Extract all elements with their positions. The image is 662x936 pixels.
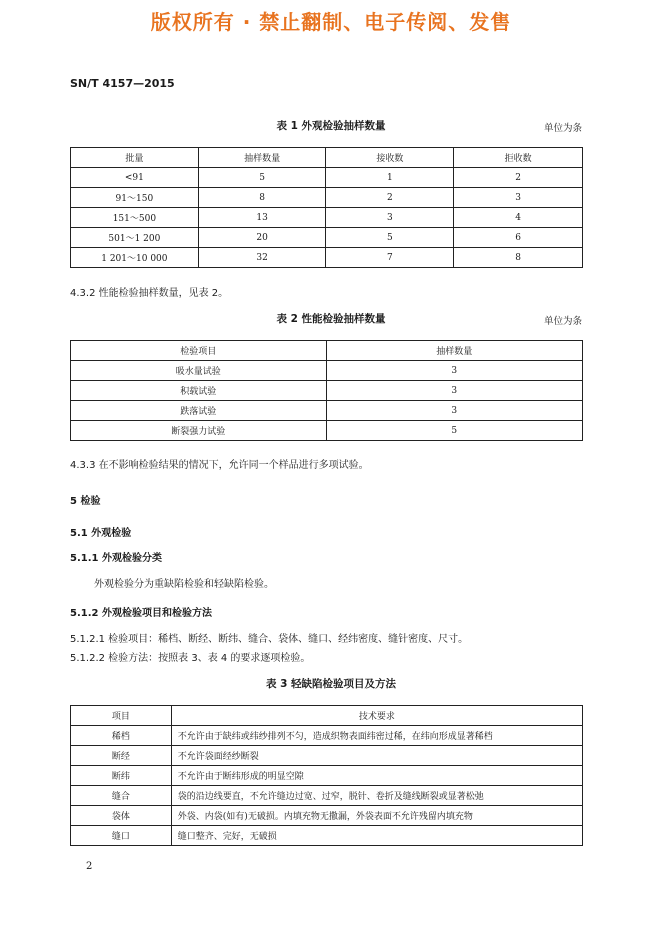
table-header-cell: 批量 [71, 148, 199, 168]
table-cell: 32 [198, 248, 326, 268]
table-header-row [71, 706, 583, 726]
table1-unit: 单位为条 [543, 123, 582, 134]
table-cell: <91 [71, 168, 199, 188]
table-cell: 5 [326, 228, 454, 248]
table-cell: 3 [326, 361, 583, 381]
table-cell: 不允许由于断纬形成的明显空隙 [171, 766, 582, 786]
table-cell: 7 [326, 248, 454, 268]
section-5-heading: 5 检验 [70, 496, 101, 507]
table-cell: 6 [454, 228, 583, 248]
table-cell: 4 [454, 208, 583, 228]
table-row [71, 746, 583, 766]
table-header-row [71, 148, 583, 168]
table-row [71, 806, 583, 826]
section-5-1-heading: 5.1 外观检验 [70, 528, 132, 539]
table-header-cell: 检验项目 [71, 341, 327, 361]
table3-caption: 表 3 轻缺陷检验项目及方法 [265, 678, 397, 690]
table3 [70, 705, 583, 846]
table2-unit: 单位为条 [543, 316, 582, 327]
table-cell: 5 [198, 168, 326, 188]
table-header-cell: 抽样数量 [326, 341, 583, 361]
table-row [71, 826, 583, 846]
table-cell: 外袋、内袋(如有)无破损。内填充物无撒漏，外袋表面不允许残留内填充物 [171, 806, 582, 826]
table-row [71, 208, 583, 228]
table-cell: 2 [454, 168, 583, 188]
table-header-row [71, 341, 583, 361]
table-row [71, 248, 583, 268]
page-number: 2 [86, 861, 93, 872]
table2 [70, 340, 583, 441]
clause-4-3-3: 4.3.3 在不影响检验结果的情况下，允许同一个样品进行多项试验。 [70, 460, 369, 471]
table-header-cell: 接收数 [326, 148, 454, 168]
table-cell: 151～500 [71, 208, 199, 228]
table-cell: 8 [198, 188, 326, 208]
section-5-1-1-heading: 5.1.1 外观检验分类 [70, 553, 162, 564]
table-cell: 501～1 200 [71, 228, 199, 248]
table2-caption: 表 2 性能检验抽样数量 [276, 313, 386, 325]
table-cell: 3 [326, 208, 454, 228]
table-cell: 断经 [71, 746, 172, 766]
watermark: 版权所有 · 禁止翻制、电子传阅、发售 [150, 10, 512, 34]
table-cell: 3 [326, 401, 583, 421]
clause-4-3-2: 4.3.2 性能检验抽样数量，见表 2。 [70, 288, 229, 299]
table-cell: 缝口整齐、完好，无破损 [171, 826, 582, 846]
table-cell: 8 [454, 248, 583, 268]
table-cell: 不允许由于缺纬或纬纱排列不匀，造成织物表面纬密过稀，在纬向形成显著稀档 [171, 726, 582, 746]
clause-5-1-2-1: 5.1.2.1 检验项目：稀档、断经、断纬、缝合、袋体、缝口、经纬密度、缝针密度、尺寸。 [70, 634, 469, 645]
table-row [71, 421, 583, 441]
table-row [71, 766, 583, 786]
table-cell: 跌落试验 [71, 401, 327, 421]
table-cell: 缝口 [71, 826, 172, 846]
table-row [71, 786, 583, 806]
table-cell: 1 201～10 000 [71, 248, 199, 268]
table-cell: 3 [454, 188, 583, 208]
table-cell: 稀档 [71, 726, 172, 746]
table-cell: 13 [198, 208, 326, 228]
table-cell: 1 [326, 168, 454, 188]
table-cell: 袋的沿边线要直，不允许缝边过宽、过窄，脱针、卷折及缝线断裂或显著松弛 [171, 786, 582, 806]
table-row [71, 361, 583, 381]
table-header-cell: 项目 [71, 706, 172, 726]
table-row [71, 168, 583, 188]
standard-number: SN/T 4157—2015 [70, 77, 175, 90]
table-cell: 20 [198, 228, 326, 248]
table1-caption: 表 1 外观检验抽样数量 [276, 120, 386, 132]
table-cell: 缝合 [71, 786, 172, 806]
table-row [71, 726, 583, 746]
table-cell: 积载试验 [71, 381, 327, 401]
clause-5-1-2-2: 5.1.2.2 检验方法：按照表 3、表 4 的要求逐项检验。 [70, 653, 311, 664]
table-cell: 断纬 [71, 766, 172, 786]
table-cell: 5 [326, 421, 583, 441]
table-cell: 91～150 [71, 188, 199, 208]
table1 [70, 147, 583, 268]
table-row [71, 188, 583, 208]
paragraph-5-1-1: 外观检验分为重缺陷检验和轻缺陷检验。 [94, 579, 274, 590]
table-cell: 3 [326, 381, 583, 401]
table-header-cell: 拒收数 [454, 148, 583, 168]
table-cell: 吸水量试验 [71, 361, 327, 381]
table-cell: 袋体 [71, 806, 172, 826]
table-row [71, 381, 583, 401]
table-cell: 不允许袋面经纱断裂 [171, 746, 582, 766]
table-row [71, 228, 583, 248]
section-5-1-2-heading: 5.1.2 外观检验项目和检验方法 [70, 608, 212, 619]
table-cell: 断裂强力试验 [71, 421, 327, 441]
table-row [71, 401, 583, 421]
table-header-cell: 技术要求 [171, 706, 582, 726]
table-cell: 2 [326, 188, 454, 208]
table-header-cell: 抽样数量 [198, 148, 326, 168]
